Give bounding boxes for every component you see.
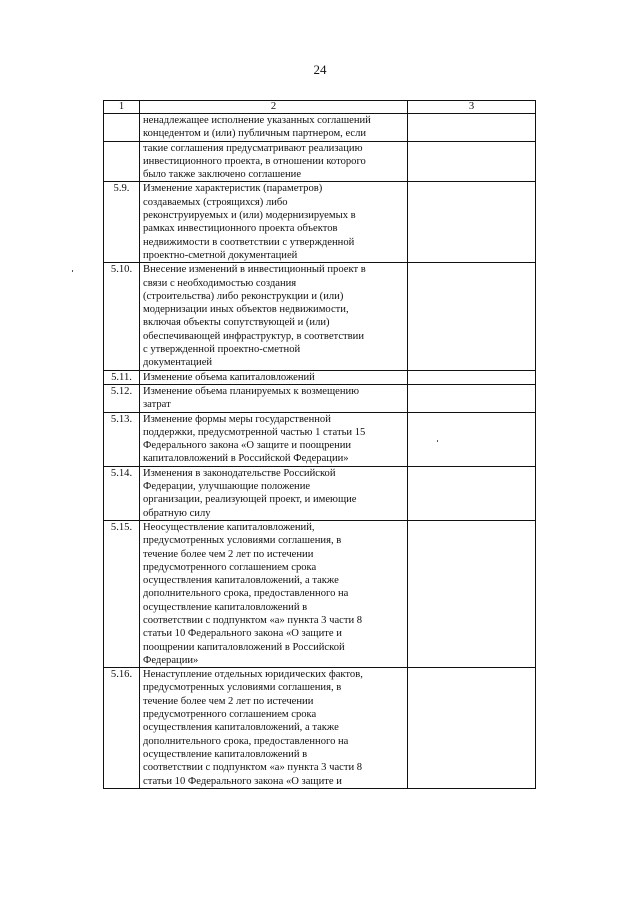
- row-value: [408, 384, 536, 412]
- document-table: [103, 100, 536, 789]
- page-number: 24: [313, 62, 327, 77]
- column-header-1: 1: [104, 101, 140, 114]
- row-value: [408, 370, 536, 384]
- row-number: 5.9.: [104, 182, 140, 263]
- row-number: 5.12.: [104, 384, 140, 412]
- table-row: [104, 141, 536, 182]
- row-number: 5.15.: [104, 520, 140, 667]
- row-number: [104, 141, 140, 182]
- table-row: [104, 384, 536, 412]
- column-header-2: 2: [140, 101, 408, 114]
- row-value: [408, 263, 536, 370]
- column-header-3: 3: [408, 101, 536, 114]
- row-number: 5.16.: [104, 668, 140, 789]
- scan-mark: [72, 270, 73, 272]
- row-value: [408, 520, 536, 667]
- row-description: ненадлежащее исполнение указанных соглашений концедентом и (или) публичным партнером, если: [140, 114, 408, 142]
- row-number: 5.13.: [104, 412, 140, 466]
- row-description: Внесение изменений в инвестиционный проект в связи с необходимостью создания (строительства) либо реконструкции и (или) модернизации иных объектов недвижимости, включая объекты сопутствующей и (или) обеспечивающей инфраструктур, в соответствии с утвержденной проектно-сметной документацией: [140, 263, 408, 370]
- table-row: [104, 370, 536, 384]
- row-value: [408, 668, 536, 789]
- row-value: [408, 412, 536, 466]
- row-description: Изменения в законодательстве Российской Федерации, улучшающие положение организации, реализующей проект, и имеющие обратную силу: [140, 466, 408, 520]
- row-description: Изменение объема планируемых к возмещению затрат: [140, 384, 408, 412]
- row-number: 5.11.: [104, 370, 140, 384]
- row-value: [408, 141, 536, 182]
- row-number: 5.10.: [104, 263, 140, 370]
- row-description: Изменение объема капиталовложений: [140, 370, 408, 384]
- row-description: Изменение формы меры государственной поддержки, предусмотренной частью 1 статьи 15 Федерального закона «О защите и поощрении капиталовложений в Российской Федерации»: [140, 412, 408, 466]
- row-number: 5.14.: [104, 466, 140, 520]
- table-row: [104, 466, 536, 520]
- row-description: такие соглашения предусматривают реализацию инвестиционного проекта, в отношении которого было также заключено соглашение: [140, 141, 408, 182]
- table-row: [104, 114, 536, 142]
- row-description: Неосуществление капиталовложений, предусмотренных условиями соглашения, в течение более чем 2 лет по истечении предусмотренного соглашением срока осуществления капиталовложений, а также дополнительного срока, предоставленного на осуществление капиталовложений в соответствии с подпунктом «а» пункта 3 части 8 статьи 10 Федерального закона «О защите и поощрении капиталовложений в Российской Федерации»: [140, 520, 408, 667]
- row-value: [408, 466, 536, 520]
- table-row: [104, 182, 536, 263]
- row-description: Ненаступление отдельных юридических фактов, предусмотренных условиями соглашения, в течение более чем 2 лет по истечении предусмотренного соглашением срока осуществления капиталовложений, а также дополнительного срока, предоставленного на осуществление капиталовложений в соответствии с подпунктом «а» пункта 3 части 8 статьи 10 Федерального закона «О защите и: [140, 668, 408, 789]
- table-header-row: [104, 101, 536, 114]
- row-number: [104, 114, 140, 142]
- row-value: [408, 114, 536, 142]
- row-description: Изменение характеристик (параметров) создаваемых (строящихся) либо реконструируемых и (или) модернизируемых в рамках инвестиционного проекта объектов недвижимости в соответствии с утвержденной проектно-сметной документацией: [140, 182, 408, 263]
- table-row: [104, 668, 536, 789]
- table-row: [104, 520, 536, 667]
- scan-mark: [437, 440, 438, 442]
- row-value: [408, 182, 536, 263]
- table-row: [104, 412, 536, 466]
- table-row: [104, 263, 536, 370]
